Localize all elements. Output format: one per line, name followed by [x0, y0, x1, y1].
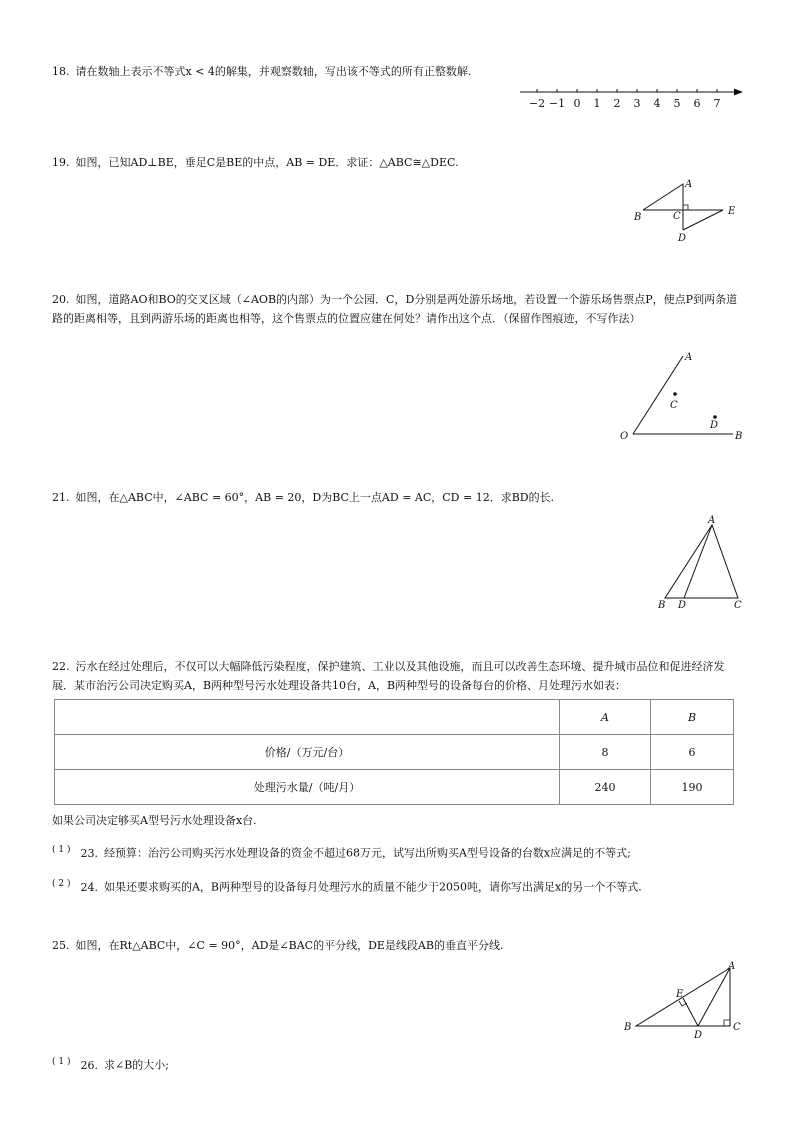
- question-number: 26.: [80, 1058, 98, 1072]
- question-24: [52, 876, 642, 896]
- question-text: 如图，已知AD⊥BE，垂足C是BE的中点，AB = DE．求证：△ABC≅△DEC.: [75, 156, 459, 169]
- table-header-cell: A: [560, 700, 651, 735]
- label-C: C: [670, 400, 678, 411]
- label-C: C: [673, 211, 681, 222]
- question-23: [52, 842, 631, 862]
- question-text: 求∠B的大小;: [103, 1058, 169, 1072]
- table-cell: 处理污水量/（吨/月）: [55, 770, 560, 805]
- label-A: A: [728, 961, 736, 972]
- question-text: 如图，在△ABC中，∠ABC = 60°，AB = 20，D为BC上一点AD = AC，CD = 12．求BD的长.: [75, 491, 555, 504]
- figure-19-triangles: [630, 174, 745, 249]
- number-line-tick-label: 5: [673, 97, 681, 110]
- label-B: B: [624, 1022, 632, 1033]
- number-line-tick-label: 3: [633, 97, 641, 110]
- label-A: A: [685, 179, 693, 190]
- question-text: 污水在经过处理后，不仅可以大幅降低污染程度，保护建筑、工业以及其他设施，而且可以改善生态环境、提升城市品位和促进经济发展．某市治污公司决定购买A，B两种型号污水处理设备共10台，A，B两种型号的设备每台的价格、月处理污水如表：: [52, 660, 725, 692]
- table-cell: 价格/（万元/台）: [55, 735, 560, 770]
- label-A: A: [685, 352, 693, 363]
- question-22-note: 如果公司决定够买A型号污水处理设备x台.: [52, 814, 257, 827]
- question-text: 如果还要求购买的A，B两种型号的设备每月处理污水的质量不能少于2050吨，请你写出满足x的另一个不等式.: [103, 880, 642, 894]
- question-number: 21.: [52, 491, 70, 504]
- label-C: C: [734, 600, 742, 611]
- figure-21-triangle: [650, 510, 750, 615]
- table-cell: 8: [560, 735, 651, 770]
- table-cell: 240: [560, 770, 651, 805]
- label-D: D: [678, 233, 687, 244]
- question-26: [52, 1054, 169, 1074]
- label-E: E: [676, 989, 684, 1000]
- number-line-tick-label: −1: [548, 97, 566, 110]
- table-header-cell: B: [651, 700, 734, 735]
- question-number: 23.: [80, 846, 98, 860]
- question-number: 19.: [52, 156, 70, 169]
- table-row: [55, 735, 734, 770]
- question-text: 请在数轴上表示不等式x < 4的解集，并观察数轴，写出该不等式的所有正整数解.: [75, 65, 472, 78]
- figure-20-angle: [615, 348, 755, 448]
- number-line-tick-label: 7: [713, 97, 721, 110]
- question-text: 如图，道路AO和BO的交叉区域（∠AOB的内部）为一个公园．C，D分别是两处游乐场地，若设置一个游乐场售票点P，使点P到两条道路的距离相等，且到两游乐场的距离也相等，这个售票点的位置应建在何处？请作出这个点．（保留作图痕迹，不写作法）: [52, 293, 738, 325]
- question-number: 25.: [52, 939, 70, 952]
- question-number: 18.: [52, 65, 70, 78]
- label-C: C: [733, 1022, 741, 1033]
- question-number: 24.: [80, 880, 98, 894]
- question-number: 22.: [52, 660, 70, 673]
- question-text: 如图，在Rt△ABC中，∠C = 90°，AD是∠BAC的平分线，DE是线段AB的垂直平分线.: [75, 939, 504, 952]
- question-number: 20.: [52, 293, 70, 306]
- question-19: [52, 153, 459, 172]
- figure-25-right-triangle: [618, 958, 748, 1043]
- label-B: B: [658, 600, 666, 611]
- question-25: [52, 936, 503, 955]
- number-line-tick-label: 2: [613, 97, 621, 110]
- question-21: [52, 488, 554, 507]
- label-B: B: [735, 431, 743, 442]
- label-A: A: [708, 515, 716, 526]
- table-row: [55, 770, 734, 805]
- equipment-table: [54, 699, 734, 805]
- number-line-figure: [515, 82, 750, 112]
- question-text: 经预算：治污公司购买污水处理设备的资金不超过68万元，试写出所购买A型号设备的台数x应满足的不等式;: [103, 846, 631, 860]
- question-22: [52, 657, 742, 695]
- label-D: D: [710, 420, 719, 431]
- label-B: B: [634, 212, 642, 223]
- number-line-tick-label: 1: [593, 97, 601, 110]
- number-line-tick-label: −2: [528, 97, 546, 110]
- question-20: [52, 290, 742, 328]
- table-header-cell: [55, 700, 560, 735]
- sub-index: ( 1 ): [52, 845, 71, 855]
- number-line-tick-label: 6: [693, 97, 701, 110]
- label-E: E: [728, 206, 736, 217]
- number-line-tick-label: 4: [653, 97, 661, 110]
- table-header-row: [55, 700, 734, 735]
- sub-index: ( 2 ): [52, 879, 71, 889]
- label-O: O: [620, 431, 629, 442]
- table-cell: 190: [651, 770, 734, 805]
- question-18: [52, 62, 471, 81]
- sub-index: ( 1 ): [52, 1057, 71, 1067]
- label-D: D: [694, 1030, 703, 1041]
- number-line-tick-label: 0: [573, 97, 581, 110]
- table-cell: 6: [651, 735, 734, 770]
- label-D: D: [678, 600, 687, 611]
